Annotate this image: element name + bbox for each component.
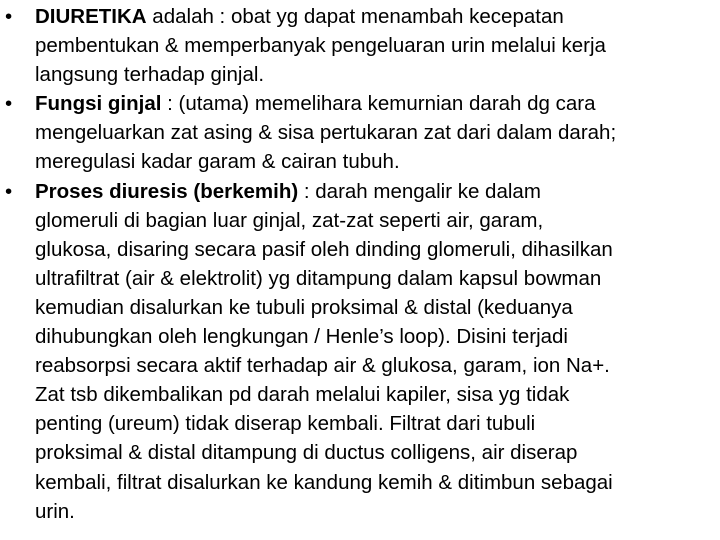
bullet-text: adalah : obat yg dapat menambah kecepatan <box>146 5 564 28</box>
text-line: penting (ureum) tidak diserap kembali. Filtrat dari tubuli <box>35 412 536 436</box>
text-line: meregulasi kadar garam & cairan tubuh. <box>35 150 400 174</box>
text-line: mengeluarkan zat asing & sisa pertukaran zat dari dalam darah; <box>35 121 617 145</box>
text-line: dihubungkan oleh lengkungan / Henle’s loop). Disini terjadi <box>35 325 568 349</box>
text-line: ultrafiltrat (air & elektrolit) yg ditampung dalam kapsul bowman <box>35 266 602 290</box>
text-line: glukosa, disaring secara pasif oleh dinding glomeruli, dihasilkan <box>35 237 613 261</box>
bullet-list <box>0 2 720 526</box>
bullet-item-diuretika <box>0 2 720 89</box>
text-line <box>35 177 720 206</box>
text-line <box>35 89 720 118</box>
bullet-item-proses-diuresis <box>0 177 720 526</box>
bullet-term: Proses diuresis (berkemih) <box>35 179 299 203</box>
bullet-item-fungsi-ginjal <box>0 89 720 176</box>
bullet-text: : darah mengalir ke dalam <box>298 179 541 203</box>
text-line: Zat tsb dikembalikan pd darah melalui kapiler, sisa yg tidak <box>35 383 570 407</box>
text-line: langsung terhadap ginjal. <box>35 63 265 87</box>
text-line: urin. <box>35 499 75 523</box>
text-line: glomeruli di bagian luar ginjal, zat-zat seperti air, garam, <box>35 208 544 232</box>
text-line: kembali, filtrat disalurkan ke kandung kemih & ditimbun sebagai <box>35 470 613 494</box>
bullet-text: : (utama) memelihara kemurnian darah dg cara <box>161 92 596 116</box>
bullet-icon: • <box>5 179 13 203</box>
bullet-term: DIURETIKA <box>35 5 147 28</box>
text-line <box>35 2 720 31</box>
text-line: reabsorpsi secara aktif terhadap air & glukosa, garam, ion Na+. <box>35 354 610 378</box>
bullet-icon: • <box>5 5 13 28</box>
bullet-icon: • <box>5 92 13 116</box>
bullet-term: Fungsi ginjal <box>35 92 162 116</box>
text-line: pembentukan & memperbanyak pengeluaran urin melalui kerja <box>35 34 606 58</box>
text-line: kemudian disalurkan ke tubuli proksimal & distal (keduanya <box>35 295 573 319</box>
text-line: proksimal & distal ditampung di ductus colligens, air diserap <box>35 441 578 465</box>
